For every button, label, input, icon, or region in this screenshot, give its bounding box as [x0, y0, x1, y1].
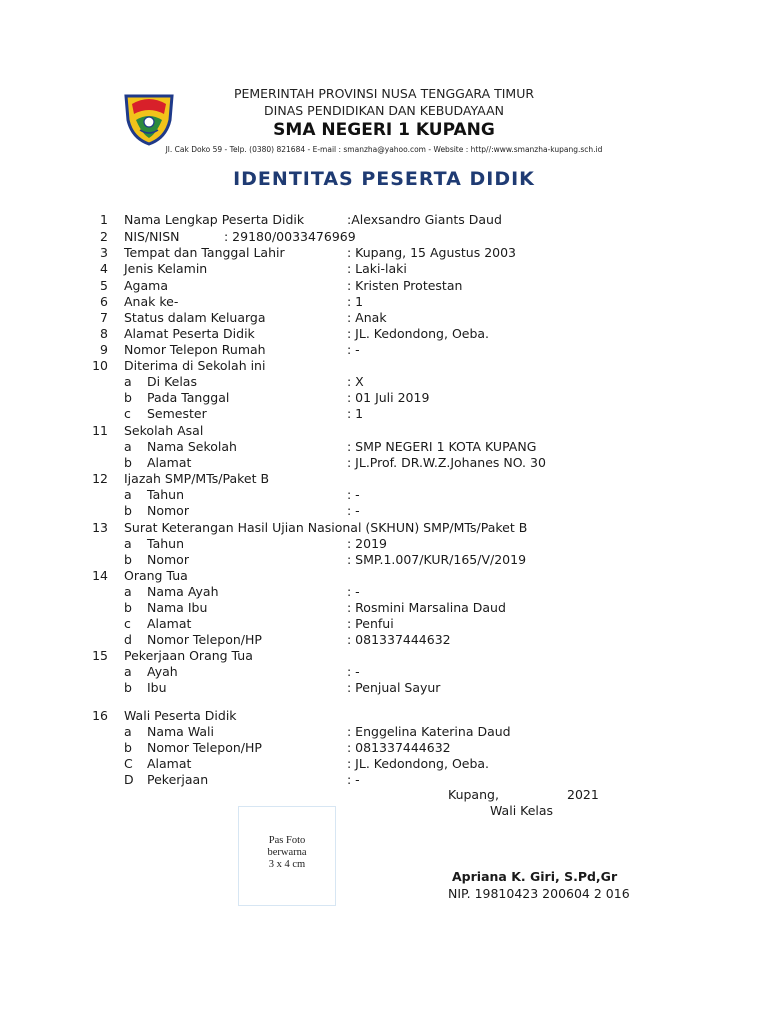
- signature-nip: NIP. 19810423 200604 2 016: [448, 886, 630, 901]
- row-label: Tempat dan Tanggal Lahir: [124, 245, 285, 260]
- school-address: Jl. Cak Doko 59 - Telp. (0380) 821684 - E-mail : smanzha@yahoo.com - Website : http//:www.smanzha-kupang.sch.id: [165, 145, 603, 154]
- form-row: [0, 552, 768, 568]
- signature-role: Wali Kelas: [490, 803, 554, 818]
- row-letter: d: [124, 632, 132, 647]
- form-row: [0, 342, 768, 358]
- row-label: Pada Tanggal: [147, 390, 230, 405]
- form-row: [0, 536, 768, 552]
- form-row: [0, 568, 768, 584]
- form-row: [0, 724, 768, 740]
- row-label: Diterima di Sekolah ini: [124, 358, 266, 373]
- photo-label-1: Pas Foto: [268, 835, 306, 846]
- row-value: : X: [347, 374, 364, 389]
- row-letter: a: [124, 374, 132, 389]
- row-label: Sekolah Asal: [124, 423, 204, 438]
- row-value: : Kupang, 15 Agustus 2003: [347, 245, 517, 260]
- row-number: 15: [92, 648, 108, 663]
- school-name: SMA NEGERI 1 KUPANG: [273, 120, 495, 140]
- row-number: 3: [100, 245, 108, 260]
- signature-name: Apriana K. Giri, S.Pd,Gr: [452, 869, 618, 884]
- form-row: [0, 229, 768, 245]
- row-label: Nomor: [147, 503, 189, 518]
- row-label: Nama Ibu: [147, 600, 208, 615]
- row-letter: a: [124, 536, 132, 551]
- row-letter: b: [124, 740, 132, 755]
- row-letter: a: [124, 724, 132, 739]
- row-label: Nama Sekolah: [147, 439, 237, 454]
- form-row: [0, 680, 768, 696]
- row-value: : 1: [347, 406, 364, 421]
- form-row: [0, 471, 768, 487]
- row-value: : Laki-laki: [347, 261, 407, 276]
- form-row: [0, 740, 768, 756]
- row-number: 7: [100, 310, 108, 325]
- row-value: : JL. Kedondong, Oeba.: [347, 326, 490, 341]
- row-number: 4: [100, 261, 108, 276]
- row-label: Alamat: [147, 616, 192, 631]
- row-letter: a: [124, 439, 132, 454]
- row-label: Orang Tua: [124, 568, 188, 583]
- row-letter: b: [124, 503, 132, 518]
- row-label: Surat Keterangan Hasil Ujian Nasional (SKHUN) SMP/MTs/Paket B: [124, 520, 528, 535]
- form-row: [0, 584, 768, 600]
- form-row: [0, 278, 768, 294]
- row-label: Status dalam Keluarga: [124, 310, 266, 325]
- row-label: Alamat: [147, 756, 192, 771]
- photo-placeholder: [238, 806, 336, 906]
- row-value: : SMP.1.007/KUR/165/V/2019: [347, 552, 527, 567]
- form-row: [0, 326, 768, 342]
- row-label: Ibu: [147, 680, 167, 695]
- row-value: : JL.Prof. DR.W.Z.Johanes NO. 30: [347, 455, 546, 470]
- row-value: : -: [347, 503, 360, 518]
- row-number: 13: [92, 520, 108, 535]
- row-number: 1: [100, 212, 108, 227]
- row-label: Wali Peserta Didik: [124, 708, 237, 723]
- photo-label-3: 3 x 4 cm: [268, 859, 306, 870]
- row-value: : JL. Kedondong, Oeba.: [347, 756, 490, 771]
- row-label: Alamat: [147, 455, 192, 470]
- form-row: [0, 503, 768, 519]
- form-row: [0, 648, 768, 664]
- row-number: 9: [100, 342, 108, 357]
- row-label: Nama Lengkap Peserta Didik: [124, 212, 305, 227]
- row-label: Di Kelas: [147, 374, 197, 389]
- form-row: [0, 487, 768, 503]
- row-value: : -: [347, 584, 360, 599]
- row-label: Tahun: [147, 487, 184, 502]
- signature-year: 2021: [567, 787, 599, 802]
- form-row: [0, 455, 768, 471]
- row-label: NIS/NISN: [124, 229, 180, 244]
- row-value: : 081337444632: [347, 632, 451, 647]
- row-number: 6: [100, 294, 108, 309]
- row-value: : 01 Juli 2019: [347, 390, 430, 405]
- form-row: [0, 374, 768, 390]
- form-row: [0, 664, 768, 680]
- row-label: Alamat Peserta Didik: [124, 326, 255, 341]
- row-label: Nomor Telepon Rumah: [124, 342, 266, 357]
- row-number: 5: [100, 278, 108, 293]
- row-letter: b: [124, 390, 132, 405]
- row-value: : Enggelina Katerina Daud: [347, 724, 511, 739]
- row-label: Nomor Telepon/HP: [147, 632, 262, 647]
- row-label: Ayah: [147, 664, 178, 679]
- row-number: 11: [92, 423, 108, 438]
- form-row: [0, 708, 768, 724]
- row-label: Tahun: [147, 536, 184, 551]
- row-value: : SMP NEGERI 1 KOTA KUPANG: [347, 439, 537, 454]
- row-value: : 1: [347, 294, 364, 309]
- row-label: Anak ke-: [124, 294, 179, 309]
- row-label: Nomor: [147, 552, 189, 567]
- row-letter: b: [124, 455, 132, 470]
- form-row: [0, 632, 768, 648]
- row-letter: a: [124, 664, 132, 679]
- form-row: [0, 310, 768, 326]
- row-number: 16: [92, 708, 108, 723]
- row-value: : 081337444632: [347, 740, 451, 755]
- row-number: 10: [92, 358, 108, 373]
- form-row: [0, 406, 768, 422]
- row-value: : 29180/0033476969: [224, 229, 356, 244]
- form-row: [0, 390, 768, 406]
- row-value: : -: [347, 664, 360, 679]
- row-value: : -: [347, 772, 360, 787]
- row-label: Agama: [124, 278, 168, 293]
- document-title: IDENTITAS PESERTA DIDIK: [233, 168, 535, 190]
- form-row: [0, 756, 768, 772]
- row-letter: b: [124, 600, 132, 615]
- row-label: Nomor Telepon/HP: [147, 740, 262, 755]
- row-value: : Rosmini Marsalina Daud: [347, 600, 506, 615]
- row-label: Jenis Kelamin: [124, 261, 208, 276]
- signature-place: Kupang,: [448, 787, 499, 802]
- row-number: 8: [100, 326, 108, 341]
- row-letter: C: [124, 756, 133, 771]
- row-label: Pekerjaan: [147, 772, 209, 787]
- row-value: : -: [347, 342, 360, 357]
- row-value: : Penjual Sayur: [347, 680, 441, 695]
- row-label: Nama Ayah: [147, 584, 219, 599]
- form-row: [0, 600, 768, 616]
- row-value: : Anak: [347, 310, 387, 325]
- form-row: [0, 261, 768, 277]
- form-row: [0, 772, 768, 788]
- row-letter: b: [124, 680, 132, 695]
- row-value: : Penfui: [347, 616, 394, 631]
- row-label: Semester: [147, 406, 207, 421]
- row-number: 12: [92, 471, 108, 486]
- row-letter: c: [124, 406, 131, 421]
- row-letter: b: [124, 552, 132, 567]
- row-value: :Alexsandro Giants Daud: [347, 212, 502, 227]
- form-row: [0, 520, 768, 536]
- row-label: Pekerjaan Orang Tua: [124, 648, 253, 663]
- form-row: [0, 439, 768, 455]
- header-government: PEMERINTAH PROVINSI NUSA TENGGARA TIMUR: [233, 86, 535, 101]
- row-number: 14: [92, 568, 108, 583]
- row-value: : -: [347, 487, 360, 502]
- form-row: [0, 616, 768, 632]
- header-department: DINAS PENDIDIKAN DAN KEBUDAYAAN: [264, 103, 504, 118]
- row-letter: c: [124, 616, 131, 631]
- form-row: [0, 358, 768, 374]
- row-label: Nama Wali: [147, 724, 214, 739]
- row-value: : Kristen Protestan: [347, 278, 463, 293]
- row-letter: D: [124, 772, 134, 787]
- form-row: [0, 294, 768, 310]
- form-row: [0, 423, 768, 439]
- form-row: [0, 245, 768, 261]
- row-label: Ijazah SMP/MTs/Paket B: [124, 471, 270, 486]
- photo-label-2: berwarna: [267, 847, 307, 858]
- row-number: 2: [100, 229, 108, 244]
- row-letter: a: [124, 584, 132, 599]
- form-row: [0, 212, 768, 228]
- row-letter: a: [124, 487, 132, 502]
- row-value: : 2019: [347, 536, 387, 551]
